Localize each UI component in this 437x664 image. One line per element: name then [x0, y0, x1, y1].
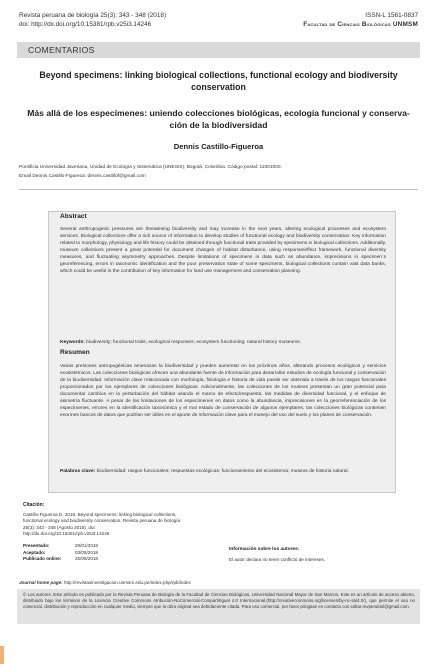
date-row	[23, 550, 98, 557]
date-label: Aceptado:	[23, 549, 46, 555]
title-spanish-line1: Más allá de los especímenes: uniendo colecciones biológicas, ecología funcional y conserva-	[27, 108, 410, 118]
date-label: Presentado:	[23, 543, 50, 548]
faculty-name: Facultad de Ciencias Biológicas UNMSM	[303, 21, 418, 28]
date-row	[23, 543, 98, 550]
journal-homepage	[19, 580, 191, 585]
affiliation: Pontificia Universidad Javeriana, Unidad de Ecología y Sistemática (UNESIS), Bogotá, Colombia. Código postal: 11001000.	[19, 165, 282, 170]
page-edge-marker	[0, 646, 4, 664]
palabras-clave-text: biodiversidad; rasgos funcionales; respuestas ecológicas; funcionamiento del ecosistema; museos de historia natural.	[96, 469, 349, 474]
date-label: Publicado online:	[23, 556, 62, 562]
author-name: Dennis Castillo-Figueroa	[173, 142, 264, 151]
resumen-text: Varias presiones antropogénicas amenazan la biodiversidad y pueden aumentar en los próximos años, alterando procesos ecológicos y servicios ecosistémicos. Las colecciones biológicas ofrecen una abundante fuente de información para desarrollar estudios de ecología funcional y conservación de la biodiversidad. Información clave relacionada con morfología, fisiología e historia de vida puede ser obtenida a través de los rasgos funcionales proporcionados por los ejemplares de colecciones biológicas. Adicionalmente, las colecciones de los museos presentan un gran potencial para documentar cambios en la perturbación del hábitat usando el marco de efecto/respuesta, las medidas de diversidad funcional, y el enfoque de asimetría fluctuante. A pesar de las limitaciones de los especímenes en datos como la abundancia, imprecisiones en la georreferenciación de los especímenes, errores en la identificación taxonómica y el mal estado de conservación de algunos ejemplares, las colecciones biológicas contienen enormes bancos de datos que podrían ser útiles en el aporte de información clave para el manejo del uso del suelo y los planes de conservación.	[60, 364, 386, 419]
resumen-heading: Resumen	[60, 349, 90, 356]
authors-info-heading: Información sobre los autores:	[229, 547, 300, 552]
issn-header	[303, 11, 418, 29]
date-value: 29/01/2018	[75, 543, 98, 548]
keywords-text: biodiversity; functional traits; ecological responses; ecosystem functioning; natural history museums.	[86, 340, 301, 345]
affiliation-block	[19, 163, 282, 181]
palabras-clave	[60, 468, 386, 475]
homepage-label: Journal home page:	[19, 580, 63, 585]
date-row	[23, 556, 98, 563]
keywords-label: Keywords:	[60, 340, 85, 345]
keywords	[60, 339, 386, 346]
abstract-text: Several anthropogenic pressures are threatening biodiversity and may increase in the next years, altering ecological processes and ecosystem services. Biological collections offer a rich source of information to develop studies of functional ecology and biodiversity conservation. Key information related to morphology, physiology and life history could be obtained through functional traits provided by specimens in biological collections. Additionally, museum collections present a great potential for document changes of habitat disturbance, using response/effect framework, functional diversity measures, and fluctuating asymmetry approaches. Despite limitations of specimens in data such as abundance, imprecisions in specimen´s georeferencing, errors in taxonomic identification and the poor preservation state of some specimens, biological collections contain vast data banks, which could be useful in the contribution of key information for land use management and conservation planning.	[60, 227, 386, 275]
journal-reference: Revista peruana de biología 25(3): 343 - 348 (2018)	[19, 12, 167, 19]
journal-header	[19, 11, 166, 29]
authors-info-text: El autor declara no tener conflicto de intereses.	[229, 557, 326, 562]
dates-block	[23, 543, 98, 563]
author-email[interactable]: Email Dennis Castillo-Figueroa: dennis.castillof@gmail.com	[19, 174, 146, 179]
issn-number: ISSN-L 1561-0837	[365, 12, 418, 19]
title-spanish-line2: ción de la biodiversidad	[169, 119, 268, 130]
section-label: COMENTARIOS	[28, 45, 95, 55]
homepage-url[interactable]: http://revistasinvestigacion.unmsm.edu.pe/index.php/rpb/index	[63, 580, 191, 585]
title-english: Beyond specimens: linking biological collections, functional ecology and biodiversity conservation	[39, 70, 398, 92]
date-value: 25/08/2018	[75, 556, 98, 562]
title-spanish	[20, 108, 417, 131]
palabras-clave-label: Palabras clave:	[60, 469, 96, 474]
doi-link[interactable]: doi: http://dx.doi.org/10.15381/rpb.v25i3.14246	[19, 21, 152, 28]
citation-heading: Citación:	[23, 502, 45, 508]
citation-text: Castillo-Figueroa D. 2018. Beyond specimens: linking biological collections, functional ecology and biodiversity conservation. Revista peruana de biología 25(3): 343 - 348 (Agosto 2018). doi: http://dx.doi.org/10.15381/rpb.v25i3.14246	[23, 512, 181, 537]
divider	[19, 189, 418, 190]
abstract-heading: Abstract	[60, 213, 87, 220]
date-value: 03/05/2018	[75, 549, 98, 555]
license-text: © Los autores. Este artículo es publicado por la Revista Peruana de Biología de la Facultad de Ciencias Biológicas, Universidad Nacional Mayor de San Marcos. Este es un artículo de acceso abierto, distribuido bajo los términos de la Licencia Creative Commons Atribución-NoComercial-CompartirIgual 4.0 Internacional.(http://creativecommons.org/licenses/by-nc-sa/4.0/), que permite el uso no comercial, distribución y reproducción en cualquier medio, siempre que la obra original sea debidamente citada. Para uso comercial, por favor póngase en contacto con editor.revperubiol@gmail.com.	[23, 592, 415, 609]
